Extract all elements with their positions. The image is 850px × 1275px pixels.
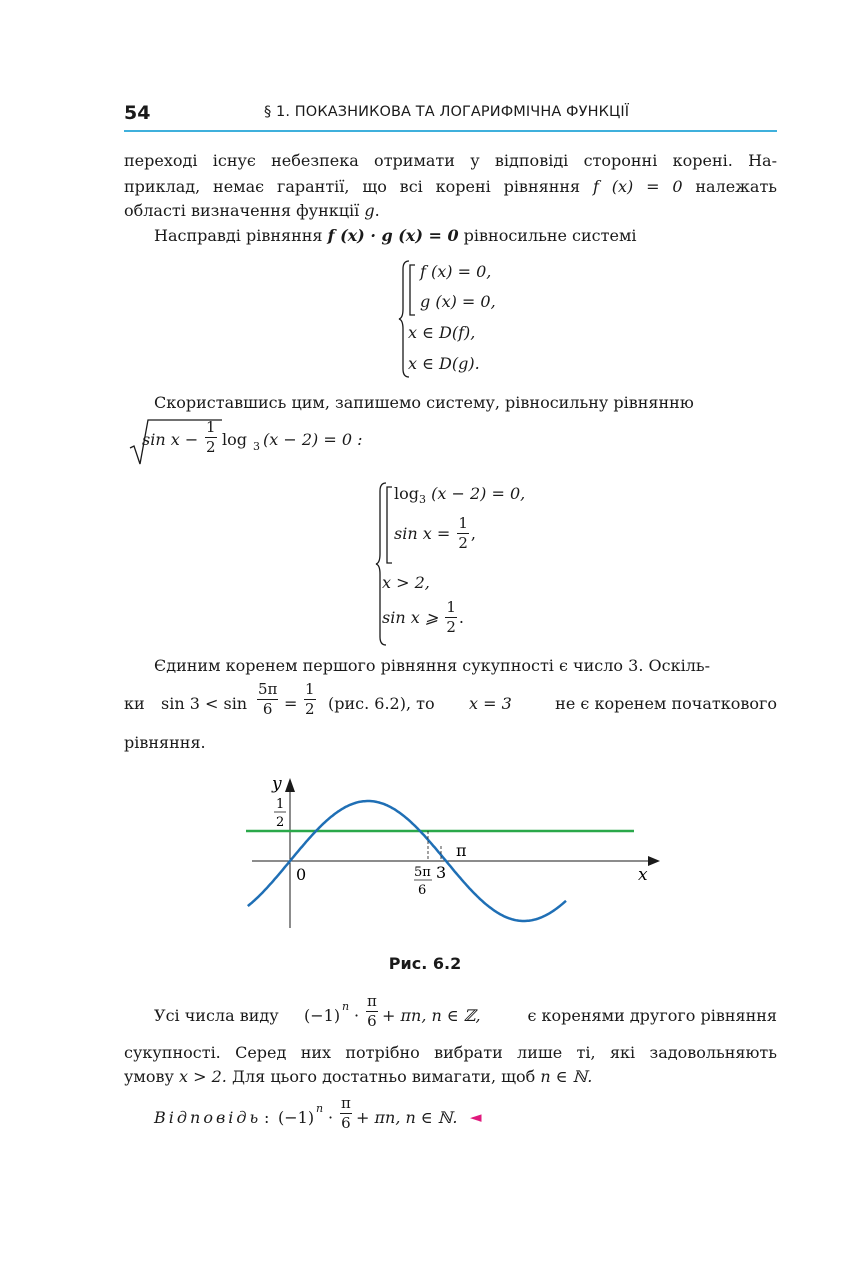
dot-operator: · xyxy=(328,1108,334,1127)
text-line-9 xyxy=(154,994,777,1040)
math-sin-compare: sin 3 < sin xyxy=(161,694,248,713)
text-span: умову xyxy=(124,1067,174,1086)
tick-5pi: 5π xyxy=(414,865,431,880)
math-g: g xyxy=(364,201,375,220)
fraction-numerator: 5π xyxy=(258,680,278,698)
exponent-n: n xyxy=(342,1000,350,1013)
tick-half-num: 1 xyxy=(276,797,285,812)
text-span: не є коренем початкового xyxy=(555,694,777,713)
text-line-2 xyxy=(124,177,777,196)
fraction-denominator: 6 xyxy=(341,1114,351,1132)
system-1-row: f (x) = 0, xyxy=(420,262,492,281)
section-title: § 1. ПОКАЗНИКОВА ТА ЛОГАРИФМІЧНА ФУНКЦІЇ xyxy=(264,104,630,120)
text-span: Насправді рівняння xyxy=(154,226,323,245)
sin-x-eq: sin x = xyxy=(394,524,451,543)
fraction-numerator: π xyxy=(341,1094,351,1112)
tick-pi: π xyxy=(456,841,467,860)
math-minus-one: (−1) xyxy=(278,1108,315,1127)
text-line-8: рівняння. xyxy=(124,733,206,752)
text-line-1: переході існує небезпека отримати у відповіді сторонні корені. На- xyxy=(124,151,777,170)
math-f-eq-zero: f (x) = 0 xyxy=(592,177,683,196)
end-of-solution-icon: ◄ xyxy=(470,1108,482,1126)
fraction-5pi-6 xyxy=(257,682,278,717)
log-base: 3 xyxy=(419,493,426,506)
fraction-one-half xyxy=(205,420,217,455)
x-axis-label: x xyxy=(638,865,648,885)
sqrt-sin-x: sin x − xyxy=(142,430,199,449)
text-span: рівносильне системі xyxy=(463,226,637,245)
math-x-eq-3: x = 3 xyxy=(469,694,512,713)
system-1-row: g (x) = 0, xyxy=(420,292,496,311)
system-2-row-sin-ge: sin x ⩾ $\frac{1}{2}$ . xyxy=(382,598,464,636)
sqrt-equation xyxy=(124,418,777,468)
fraction-numerator: 1 xyxy=(206,418,216,436)
fraction-denominator: 6 xyxy=(262,700,273,718)
fraction-denominator: 6 xyxy=(367,1012,377,1030)
exponent-n: n xyxy=(316,1102,324,1115)
system-2-row-log xyxy=(394,484,525,506)
fraction-numerator: 1 xyxy=(458,514,468,532)
tick-half-den: 2 xyxy=(276,815,285,830)
log-argument: (x − 2) = 0 : xyxy=(263,430,363,449)
text-line-11 xyxy=(124,1067,777,1086)
answer-label: Відповідь xyxy=(154,1108,262,1127)
text-line-10: сукупності. Серед них потрібно вибрати лише ті, які задовольняють xyxy=(124,1043,777,1062)
sin-x-ge: sin x ⩾ xyxy=(382,608,439,627)
math-minus-one: (−1) xyxy=(304,1006,341,1025)
log-text: log xyxy=(394,484,419,503)
fraction-one-half xyxy=(457,516,469,551)
text-span: ки xyxy=(124,694,145,713)
system-1-row: x ∈ D(g). xyxy=(408,354,480,373)
text-span: . xyxy=(374,201,380,220)
tick-six: 6 xyxy=(418,883,427,898)
log-text: log xyxy=(222,430,247,449)
math-product-eq: f (x) · g (x) = 0 xyxy=(327,226,459,245)
log-argument: (x − 2) = 0, xyxy=(431,484,526,503)
text-span: є коренями другого рівняння xyxy=(527,1006,777,1025)
text-span: (рис. 6.2), то xyxy=(328,694,435,713)
y-axis-arrow xyxy=(285,778,295,792)
fraction-pi-6 xyxy=(366,994,378,1029)
fraction-numerator: 1 xyxy=(446,598,456,616)
text-span: Усі числа виду xyxy=(154,1006,279,1025)
fraction-denominator: 2 xyxy=(458,534,468,552)
text-line-3 xyxy=(124,201,777,220)
y-axis-label: y xyxy=(272,774,282,794)
math-pin-n: + πn, n ∈ ℕ. xyxy=(356,1108,458,1127)
system-2-row-sin: sin x = $\frac{1}{2}$ , xyxy=(394,514,476,552)
x-axis-arrow xyxy=(648,856,660,866)
math-x-gt-2: x > 2. xyxy=(179,1067,227,1086)
origin-label: 0 xyxy=(296,865,307,884)
fraction-pi-6 xyxy=(340,1096,352,1131)
text-line-4 xyxy=(154,226,777,245)
fraction-denominator: 2 xyxy=(446,618,456,636)
fraction-one-half xyxy=(445,600,457,635)
log-base: 3 xyxy=(253,440,260,453)
system-1-row: x ∈ D(f), xyxy=(408,323,476,342)
fraction-numerator: π xyxy=(367,992,377,1010)
figure-sine-graph xyxy=(238,770,668,940)
text-line-5: Скориставшись цим, запишемо систему, рівносильну рівнянню xyxy=(154,393,694,412)
dot-operator: · xyxy=(354,1006,360,1025)
text-line-6: Єдиним коренем першого рівняння сукупності є число 3. Оскіль- xyxy=(154,656,710,675)
equals-sign: = xyxy=(284,694,298,713)
math-pin-z: + πn, n ∈ ℤ, xyxy=(382,1006,481,1025)
fraction-denominator: 2 xyxy=(305,700,315,718)
fraction-denominator: 2 xyxy=(206,438,216,456)
fraction-numerator: 1 xyxy=(305,680,315,698)
tick-three: 3 xyxy=(436,863,447,882)
page-header xyxy=(124,100,777,132)
text-span: приклад, немає гарантії, що всі корені рівняння xyxy=(124,177,581,196)
system-2-row-gt: x > 2, xyxy=(382,573,430,592)
text-span: області визначення функції xyxy=(124,201,360,220)
text-line-7 xyxy=(124,682,777,726)
text-span: належать xyxy=(695,177,777,196)
answer-colon: : xyxy=(264,1108,270,1127)
math-n-in-n: n ∈ ℕ. xyxy=(540,1067,593,1086)
answer-line xyxy=(154,1096,777,1142)
figure-caption: Рис. 6.2 xyxy=(388,954,462,973)
fraction-one-half xyxy=(304,682,316,717)
page-number: 54 xyxy=(124,102,151,124)
text-span: Для цього достатньо вимагати, щоб xyxy=(231,1067,536,1086)
